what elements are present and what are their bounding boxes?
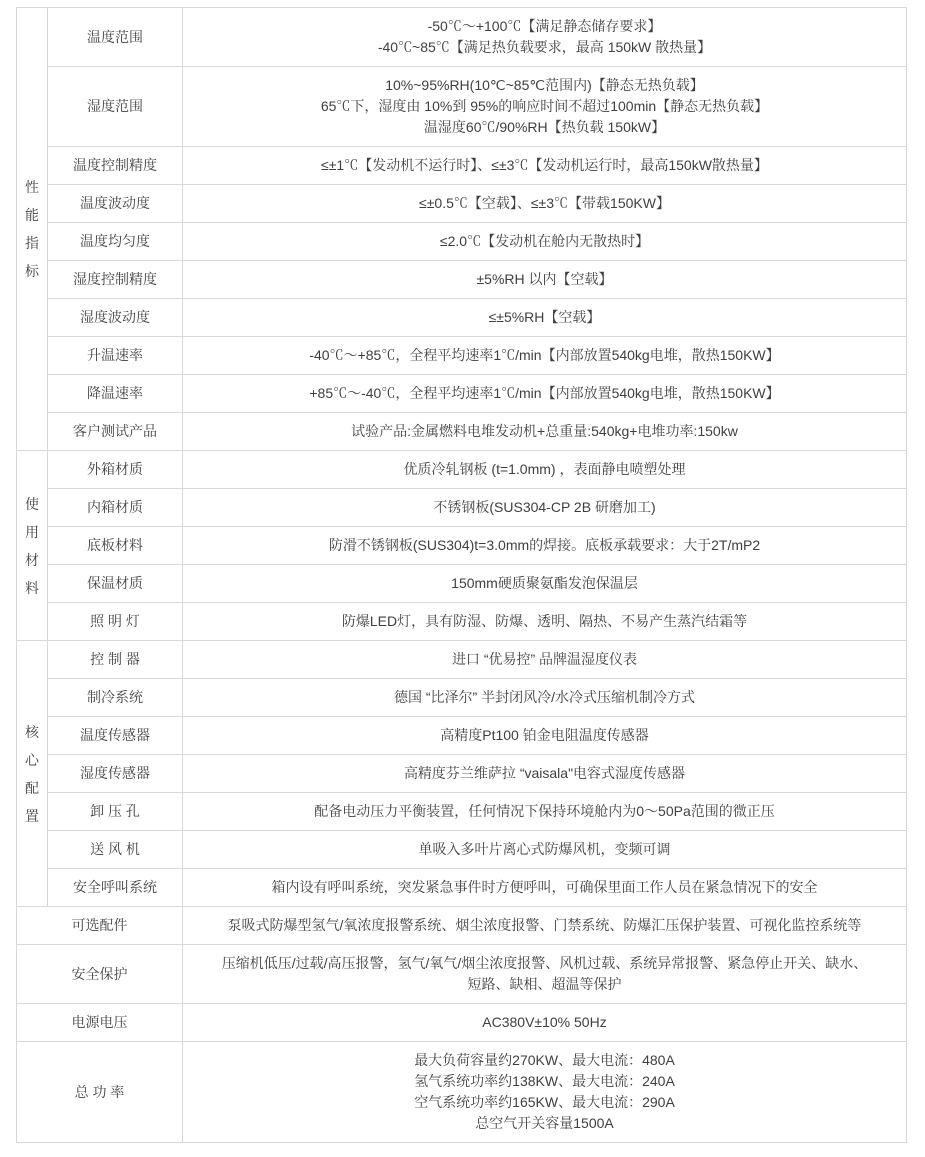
table-row [17,565,907,603]
param-label: 升温速率 [48,337,183,375]
param-value: ≤±1℃【发动机不运行时】、≤±3℃【发动机运行时，最高150kW散热量】 [183,147,907,185]
param-value: -50℃～+100℃【满足静态储存要求】 -40℃~85℃【满足热负载要求，最高 150kW 散热量】 [183,8,907,67]
table-row [17,451,907,489]
table-row [17,337,907,375]
table-row [17,793,907,831]
param-label: 内箱材质 [48,489,183,527]
param-value: -40℃～+85℃，全程平均速率1℃/min【内部放置540kg电堆，散热150KW】 [183,337,907,375]
table-row [17,413,907,451]
param-label: 制冷系统 [48,679,183,717]
table-row [17,1042,907,1143]
param-value: ≤2.0℃【发动机在舱内无散热时】 [183,223,907,261]
param-label: 卸 压 孔 [48,793,183,831]
param-label: 保温材质 [48,565,183,603]
param-value: 防滑不锈钢板(SUS304)t=3.0mm的焊接。底板承载要求：大于2T/mP2 [183,527,907,565]
table-row [17,679,907,717]
table-row [17,603,907,641]
table-row [17,831,907,869]
param-label: 湿度传感器 [48,755,183,793]
param-value: 配备电动压力平衡装置，任何情况下保持环境舱内为0～50Pa范围的微正压 [183,793,907,831]
param-label: 温度波动度 [48,185,183,223]
table-row [17,147,907,185]
param-value: 单吸入多叶片离心式防爆风机，变频可调 [183,831,907,869]
param-value: ±5%RH 以内【空载】 [183,261,907,299]
table-row [17,945,907,1004]
param-label: 总 功 率 [17,1042,183,1143]
param-label: 湿度波动度 [48,299,183,337]
table-row [17,869,907,907]
param-label: 降温速率 [48,375,183,413]
param-value: +85℃～-40℃，全程平均速率1℃/min【内部放置540kg电堆，散热150KW】 [183,375,907,413]
table-row [17,67,907,147]
table-row [17,1004,907,1042]
param-value: 10%~95%RH(10℃~85℃范围内)【静态无热负载】 65℃下，湿度由 10%到 95%的响应时间不超过100min【静态无热负载】 温湿度60℃/90%RH【热负载 150kW】 [183,67,907,147]
param-label: 湿度控制精度 [48,261,183,299]
param-value: AC380V±10% 50Hz [183,1004,907,1042]
param-label: 底板材料 [48,527,183,565]
param-label: 安全呼叫系统 [48,869,183,907]
param-label: 可选配件 [17,907,183,945]
table-row [17,223,907,261]
table-row [17,907,907,945]
param-label: 温度范围 [48,8,183,67]
param-value: 泵吸式防爆型氢气/氧浓度报警系统、烟尘浓度报警、门禁系统、防爆汇压保护装置、可视化监控系统等 [183,907,907,945]
param-value: 150mm硬质聚氨酯发泡保温层 [183,565,907,603]
table-row [17,375,907,413]
category-cell: 核 心 配 置 [17,641,48,907]
param-value: 不锈钢板(SUS304-CP 2B 研磨加工) [183,489,907,527]
spec-table [16,7,907,1143]
param-label: 温度均匀度 [48,223,183,261]
param-value: 优质冷轧钢板 (t=1.0mm) ，表面静电喷塑处理 [183,451,907,489]
param-label: 客户测试产品 [48,413,183,451]
table-row [17,489,907,527]
param-value: ≤±0.5℃【空载】、≤±3℃【带载150KW】 [183,185,907,223]
param-label: 温度传感器 [48,717,183,755]
param-label: 控 制 器 [48,641,183,679]
param-value: 高精度Pt100 铂金电阻温度传感器 [183,717,907,755]
table-row [17,527,907,565]
param-value: 高精度芬兰维萨拉 “vaisala"电容式湿度传感器 [183,755,907,793]
category-cell: 性 能 指 标 [17,8,48,451]
param-label: 温度控制精度 [48,147,183,185]
param-value: 箱内设有呼叫系统，突发紧急事件时方便呼叫，可确保里面工作人员在紧急情况下的安全 [183,869,907,907]
param-value: 试验产品:金属燃料电堆发动机+总重量:540kg+电堆功率:150kw [183,413,907,451]
category-cell: 使 用 材 料 [17,451,48,641]
table-row [17,641,907,679]
param-value: 德国 “比泽尔” 半封闭风冷/水冷式压缩机制冷方式 [183,679,907,717]
param-value: 压缩机低压/过载/高压报警，氢气/氧气/烟尘浓度报警、风机过载、系统异常报警、紧急停止开关、缺水、 短路、缺相、超温等保护 [183,945,907,1004]
table-row [17,185,907,223]
param-label: 安全保护 [17,945,183,1004]
param-value: ≤±5%RH【空载】 [183,299,907,337]
param-label: 照 明 灯 [48,603,183,641]
table-row [17,299,907,337]
param-value: 防爆LED灯，具有防湿、防爆、透明、隔热、不易产生蒸汽结霜等 [183,603,907,641]
table-row [17,261,907,299]
param-label: 送 风 机 [48,831,183,869]
param-label: 湿度范围 [48,67,183,147]
spec-table-body [17,8,907,1143]
param-label: 外箱材质 [48,451,183,489]
param-value: 最大负荷容量约270KW、最大电流：480A 氢气系统功率约138KW、最大电流：240A 空气系统功率约165KW、最大电流：290A 总空气开关容量1500A [183,1042,907,1143]
table-row [17,8,907,67]
table-row [17,755,907,793]
table-row [17,717,907,755]
param-label: 电源电压 [17,1004,183,1042]
param-value: 进口 “优易控” 品牌温湿度仪表 [183,641,907,679]
